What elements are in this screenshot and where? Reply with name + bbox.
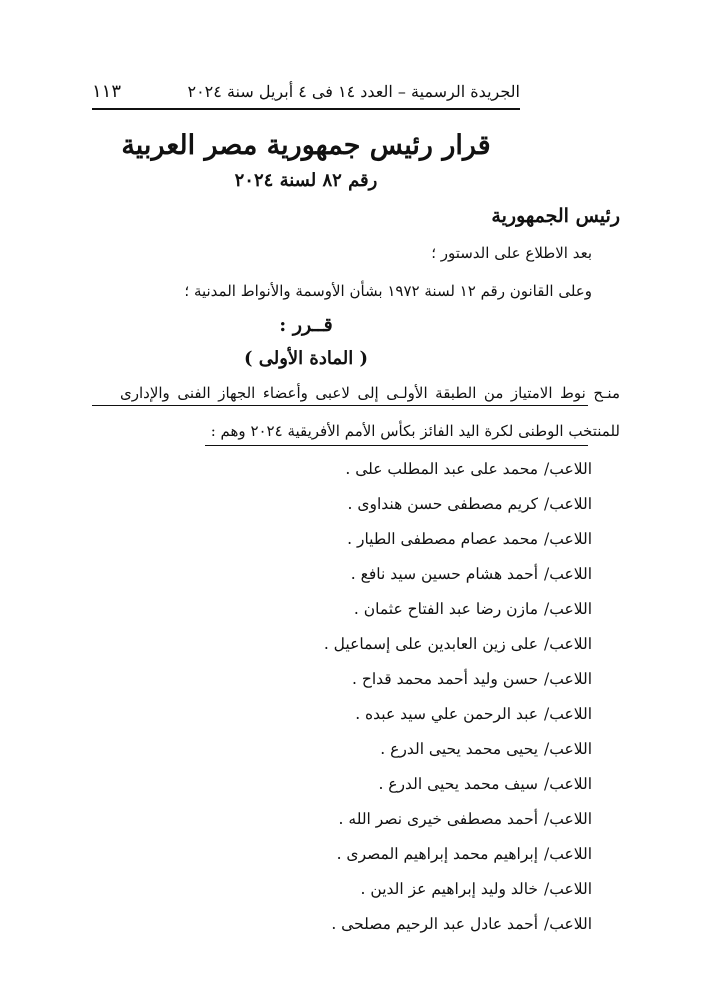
list-item [324,837,592,872]
player-prefix: اللاعب/ [544,635,592,653]
gazette-issue-line: الجريدة الرسمية – العدد ١٤ فى ٤ أبريل سنة ٢٠٢٤ [187,81,520,101]
player-name: أحمد مصطفى خيرى نصر الله . [338,810,539,828]
preamble-line-1: بعد الاطلاع على الدستور ؛ [431,244,592,262]
player-prefix: اللاعب/ [544,670,592,688]
player-name: كريم مصطفى حسن هنداوى . [347,495,539,513]
decree-number: رقم ٨٢ لسنة ٢٠٢٤ [234,170,378,191]
player-name: على زين العابدين على إسماعيل . [323,635,539,653]
player-prefix: اللاعب/ [544,740,592,758]
player-prefix: اللاعب/ [544,915,592,933]
list-item [324,452,592,487]
grant-text-line-2: للمنتخب الوطنى لكرة اليد الفائز بكأس الأمم الأفريقية ٢٠٢٤ وهم : [210,422,620,440]
list-item [324,592,592,627]
player-prefix: اللاعب/ [544,600,592,618]
player-name: محمد عصام مصطفى الطيار . [347,530,539,548]
player-name: عبد الرحمن علي سيد عبده . [355,705,539,723]
list-item [324,627,592,662]
player-name: محمد على عبد المطلب على . [345,460,539,478]
player-name: إبراهيم محمد إبراهيم المصرى . [336,845,539,863]
list-item [324,557,592,592]
list-item [324,522,592,557]
issuer-heading: رئيس الجمهورية [491,205,620,227]
list-item [324,767,592,802]
player-name: أحمد هشام حسين سيد نافع . [350,565,539,583]
header-rule [92,108,520,110]
underline [92,405,588,406]
player-prefix: اللاعب/ [544,845,592,863]
list-item [324,487,592,522]
preamble-line-2: وعلى القانون رقم ١٢ لسنة ١٩٧٢ بشأن الأوسمة والأنواط المدنية ؛ [184,282,592,300]
players-list [324,452,592,942]
player-name: أحمد عادل عبد الرحيم مصلحى . [331,915,539,933]
page-number: ١١٣ [92,80,122,102]
player-prefix: اللاعب/ [544,880,592,898]
player-name: سيف محمد يحيى الدرع . [378,775,539,793]
page-header [92,76,520,106]
player-prefix: اللاعب/ [544,705,592,723]
player-prefix: اللاعب/ [544,495,592,513]
player-name: حسن وليد أحمد محمد قداح . [351,670,539,688]
player-name: مازن رضا عبد الفتاح عثمان . [353,600,539,618]
player-name: خالد وليد إبراهيم عز الدين . [360,880,539,898]
player-prefix: اللاعب/ [544,530,592,548]
player-prefix: اللاعب/ [544,775,592,793]
list-item [324,732,592,767]
player-prefix: اللاعب/ [544,810,592,828]
decided-heading: قــرر : [279,314,333,336]
list-item [324,662,592,697]
article-title: ( المادة الأولى ) [243,348,369,369]
list-item [324,697,592,732]
player-prefix: اللاعب/ [544,460,592,478]
underline [205,445,588,446]
list-item [324,872,592,907]
decree-title: قرار رئيس جمهورية مصر العربية [121,130,491,161]
list-item [324,907,592,942]
list-item [324,802,592,837]
grant-text-line-1: منـح نوط الامتياز من الطبقة الأولـى إلى لاعبى وأعضاء الجهاز الفنى والإدارى [120,384,620,402]
player-prefix: اللاعب/ [544,565,592,583]
player-name: يحيى محمد يحيى الدرع . [380,740,539,758]
